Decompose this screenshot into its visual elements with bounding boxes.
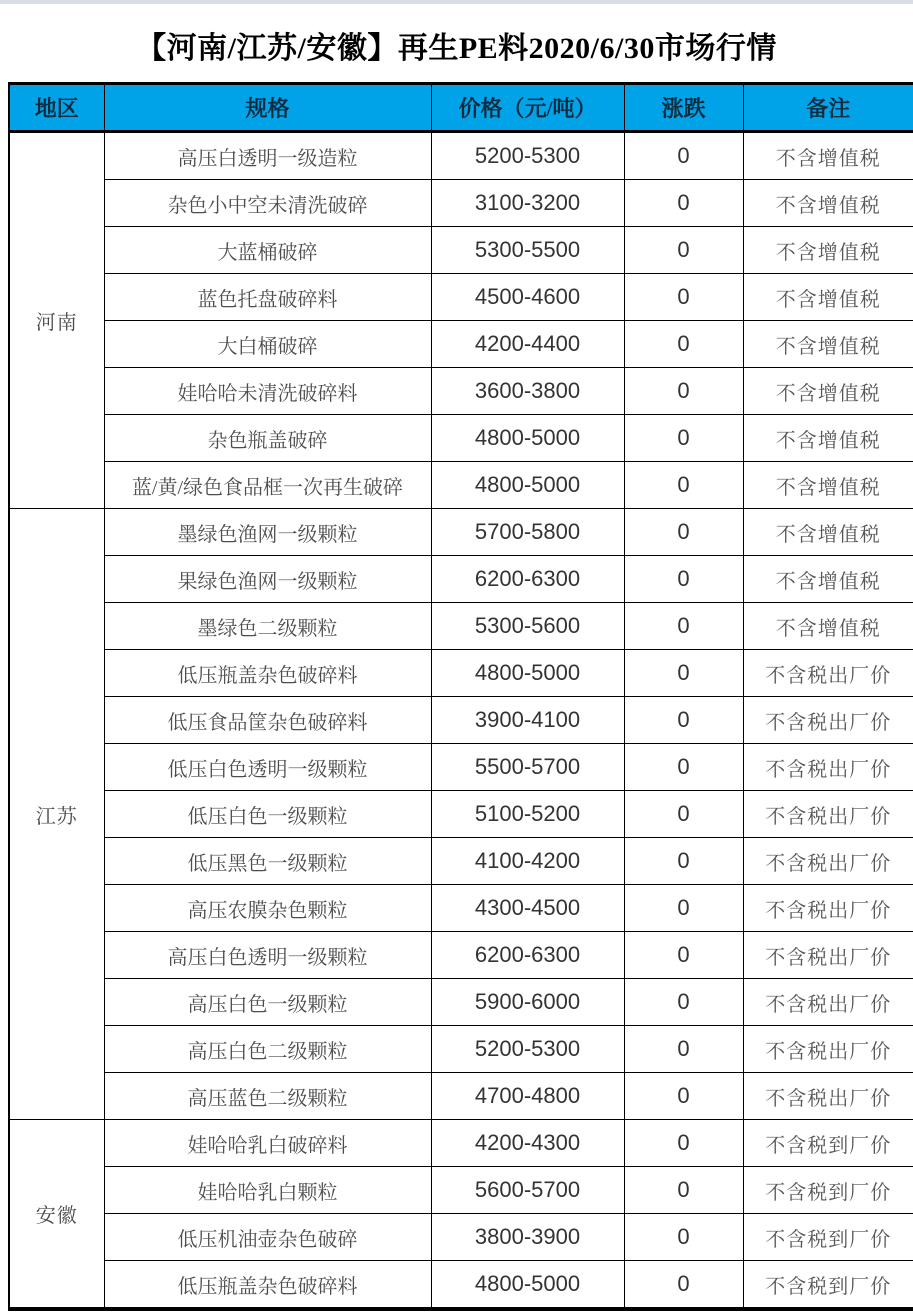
note-cell: 不含税到厂价 <box>743 1214 913 1261</box>
price-cell: 4700-4800 <box>431 1073 624 1120</box>
spec-cell: 墨绿色二级颗粒 <box>104 603 431 650</box>
header-change: 涨跌 <box>624 84 743 132</box>
price-cell: 4200-4400 <box>431 321 624 368</box>
table-row <box>9 227 913 274</box>
note-cell: 不含税出厂价 <box>743 932 913 979</box>
price-cell: 3800-3900 <box>431 1214 624 1261</box>
price-cell: 5200-5300 <box>431 1026 624 1073</box>
change-cell: 0 <box>624 180 743 227</box>
note-cell: 不含税出厂价 <box>743 979 913 1026</box>
table-row <box>9 132 913 180</box>
header-row <box>9 84 913 132</box>
change-cell: 0 <box>624 1167 743 1214</box>
table-row <box>9 838 913 885</box>
note-cell: 不含增值税 <box>743 180 913 227</box>
spec-cell: 大蓝桶破碎 <box>104 227 431 274</box>
spec-cell: 低压白色一级颗粒 <box>104 791 431 838</box>
change-cell: 0 <box>624 556 743 603</box>
table-row <box>9 979 913 1026</box>
change-cell: 0 <box>624 462 743 509</box>
note-cell: 不含增值税 <box>743 462 913 509</box>
table-row <box>9 368 913 415</box>
spec-cell: 低压黑色一级颗粒 <box>104 838 431 885</box>
price-cell: 6200-6300 <box>431 556 624 603</box>
spec-cell: 蓝色托盘破碎料 <box>104 274 431 321</box>
region-cell: 安徽 <box>9 1120 104 1310</box>
header-note: 备注 <box>743 84 913 132</box>
top-border-strip <box>0 0 913 4</box>
change-cell: 0 <box>624 603 743 650</box>
spec-cell: 低压瓶盖杂色破碎料 <box>104 1261 431 1310</box>
note-cell: 不含税到厂价 <box>743 1261 913 1310</box>
note-cell: 不含税到厂价 <box>743 1167 913 1214</box>
page-title: 【河南/江苏/安徽】再生PE料2020/6/30市场行情 <box>136 32 777 65</box>
price-cell: 5200-5300 <box>431 132 624 180</box>
note-cell: 不含增值税 <box>743 509 913 556</box>
table-row <box>9 1214 913 1261</box>
note-cell: 不含税出厂价 <box>743 791 913 838</box>
change-cell: 0 <box>624 885 743 932</box>
price-cell: 4100-4200 <box>431 838 624 885</box>
table-row <box>9 556 913 603</box>
table-row <box>9 509 913 556</box>
spec-cell: 低压白色透明一级颗粒 <box>104 744 431 791</box>
header-price: 价格（元/吨） <box>431 84 624 132</box>
price-cell: 4800-5000 <box>431 415 624 462</box>
spec-cell: 高压白色二级颗粒 <box>104 1026 431 1073</box>
change-cell: 0 <box>624 132 743 180</box>
spec-cell: 高压农膜杂色颗粒 <box>104 885 431 932</box>
price-cell: 5300-5600 <box>431 603 624 650</box>
table-row <box>9 1120 913 1167</box>
table-row <box>9 603 913 650</box>
spec-cell: 杂色瓶盖破碎 <box>104 415 431 462</box>
note-cell: 不含增值税 <box>743 368 913 415</box>
region-cell: 河南 <box>9 132 104 509</box>
change-cell: 0 <box>624 415 743 462</box>
region-cell: 江苏 <box>9 509 104 1120</box>
table-row <box>9 274 913 321</box>
price-cell: 5100-5200 <box>431 791 624 838</box>
table-row <box>9 791 913 838</box>
spec-cell: 低压食品筐杂色破碎料 <box>104 697 431 744</box>
note-cell: 不含增值税 <box>743 603 913 650</box>
header-spec: 规格 <box>104 84 431 132</box>
table-row <box>9 1073 913 1120</box>
change-cell: 0 <box>624 932 743 979</box>
price-cell: 5900-6000 <box>431 979 624 1026</box>
change-cell: 0 <box>624 697 743 744</box>
change-cell: 0 <box>624 274 743 321</box>
note-cell: 不含税到厂价 <box>743 1120 913 1167</box>
table-body <box>9 132 913 1310</box>
change-cell: 0 <box>624 321 743 368</box>
change-cell: 0 <box>624 1261 743 1310</box>
change-cell: 0 <box>624 227 743 274</box>
spec-cell: 娃哈哈未清洗破碎料 <box>104 368 431 415</box>
table-row <box>9 1026 913 1073</box>
table-row <box>9 650 913 697</box>
price-cell: 4800-5000 <box>431 462 624 509</box>
spec-cell: 低压机油壶杂色破碎 <box>104 1214 431 1261</box>
spec-cell: 高压白色一级颗粒 <box>104 979 431 1026</box>
price-cell: 3900-4100 <box>431 697 624 744</box>
price-cell: 4300-4500 <box>431 885 624 932</box>
table-row <box>9 180 913 227</box>
note-cell: 不含税出厂价 <box>743 1073 913 1120</box>
table-row <box>9 462 913 509</box>
price-cell: 4200-4300 <box>431 1120 624 1167</box>
table-row <box>9 885 913 932</box>
price-cell: 5600-5700 <box>431 1167 624 1214</box>
price-cell: 6200-6300 <box>431 932 624 979</box>
change-cell: 0 <box>624 791 743 838</box>
spec-cell: 大白桶破碎 <box>104 321 431 368</box>
change-cell: 0 <box>624 1073 743 1120</box>
price-cell: 5500-5700 <box>431 744 624 791</box>
table-header <box>9 84 913 132</box>
price-cell: 5300-5500 <box>431 227 624 274</box>
change-cell: 0 <box>624 1026 743 1073</box>
change-cell: 0 <box>624 838 743 885</box>
spec-cell: 娃哈哈乳白颗粒 <box>104 1167 431 1214</box>
table-row <box>9 697 913 744</box>
spec-cell: 墨绿色渔网一级颗粒 <box>104 509 431 556</box>
price-cell: 5700-5800 <box>431 509 624 556</box>
spec-cell: 娃哈哈乳白破碎料 <box>104 1120 431 1167</box>
table-row <box>9 415 913 462</box>
change-cell: 0 <box>624 744 743 791</box>
note-cell: 不含增值税 <box>743 556 913 603</box>
price-cell: 3600-3800 <box>431 368 624 415</box>
change-cell: 0 <box>624 979 743 1026</box>
table-row <box>9 321 913 368</box>
table-row <box>9 1261 913 1310</box>
change-cell: 0 <box>624 509 743 556</box>
price-cell: 3100-3200 <box>431 180 624 227</box>
spec-cell: 高压蓝色二级颗粒 <box>104 1073 431 1120</box>
note-cell: 不含税出厂价 <box>743 838 913 885</box>
price-cell: 4800-5000 <box>431 1261 624 1310</box>
price-cell: 4800-5000 <box>431 650 624 697</box>
spec-cell: 蓝/黄/绿色食品框一次再生破碎 <box>104 462 431 509</box>
note-cell: 不含税出厂价 <box>743 697 913 744</box>
table-row <box>9 932 913 979</box>
note-cell: 不含增值税 <box>743 415 913 462</box>
spec-cell: 高压白色透明一级颗粒 <box>104 932 431 979</box>
note-cell: 不含税出厂价 <box>743 744 913 791</box>
note-cell: 不含税出厂价 <box>743 885 913 932</box>
change-cell: 0 <box>624 650 743 697</box>
note-cell: 不含增值税 <box>743 132 913 180</box>
spec-cell: 杂色小中空未清洗破碎 <box>104 180 431 227</box>
note-cell: 不含增值税 <box>743 227 913 274</box>
spec-cell: 高压白透明一级造粒 <box>104 132 431 180</box>
price-cell: 4500-4600 <box>431 274 624 321</box>
table-row <box>9 744 913 791</box>
change-cell: 0 <box>624 1120 743 1167</box>
note-cell: 不含税出厂价 <box>743 1026 913 1073</box>
change-cell: 0 <box>624 368 743 415</box>
change-cell: 0 <box>624 1214 743 1261</box>
table-row <box>9 1167 913 1214</box>
spec-cell: 低压瓶盖杂色破碎料 <box>104 650 431 697</box>
price-table <box>8 82 913 1311</box>
note-cell: 不含税出厂价 <box>743 650 913 697</box>
header-region: 地区 <box>9 84 104 132</box>
spec-cell: 果绿色渔网一级颗粒 <box>104 556 431 603</box>
note-cell: 不含增值税 <box>743 274 913 321</box>
note-cell: 不含增值税 <box>743 321 913 368</box>
